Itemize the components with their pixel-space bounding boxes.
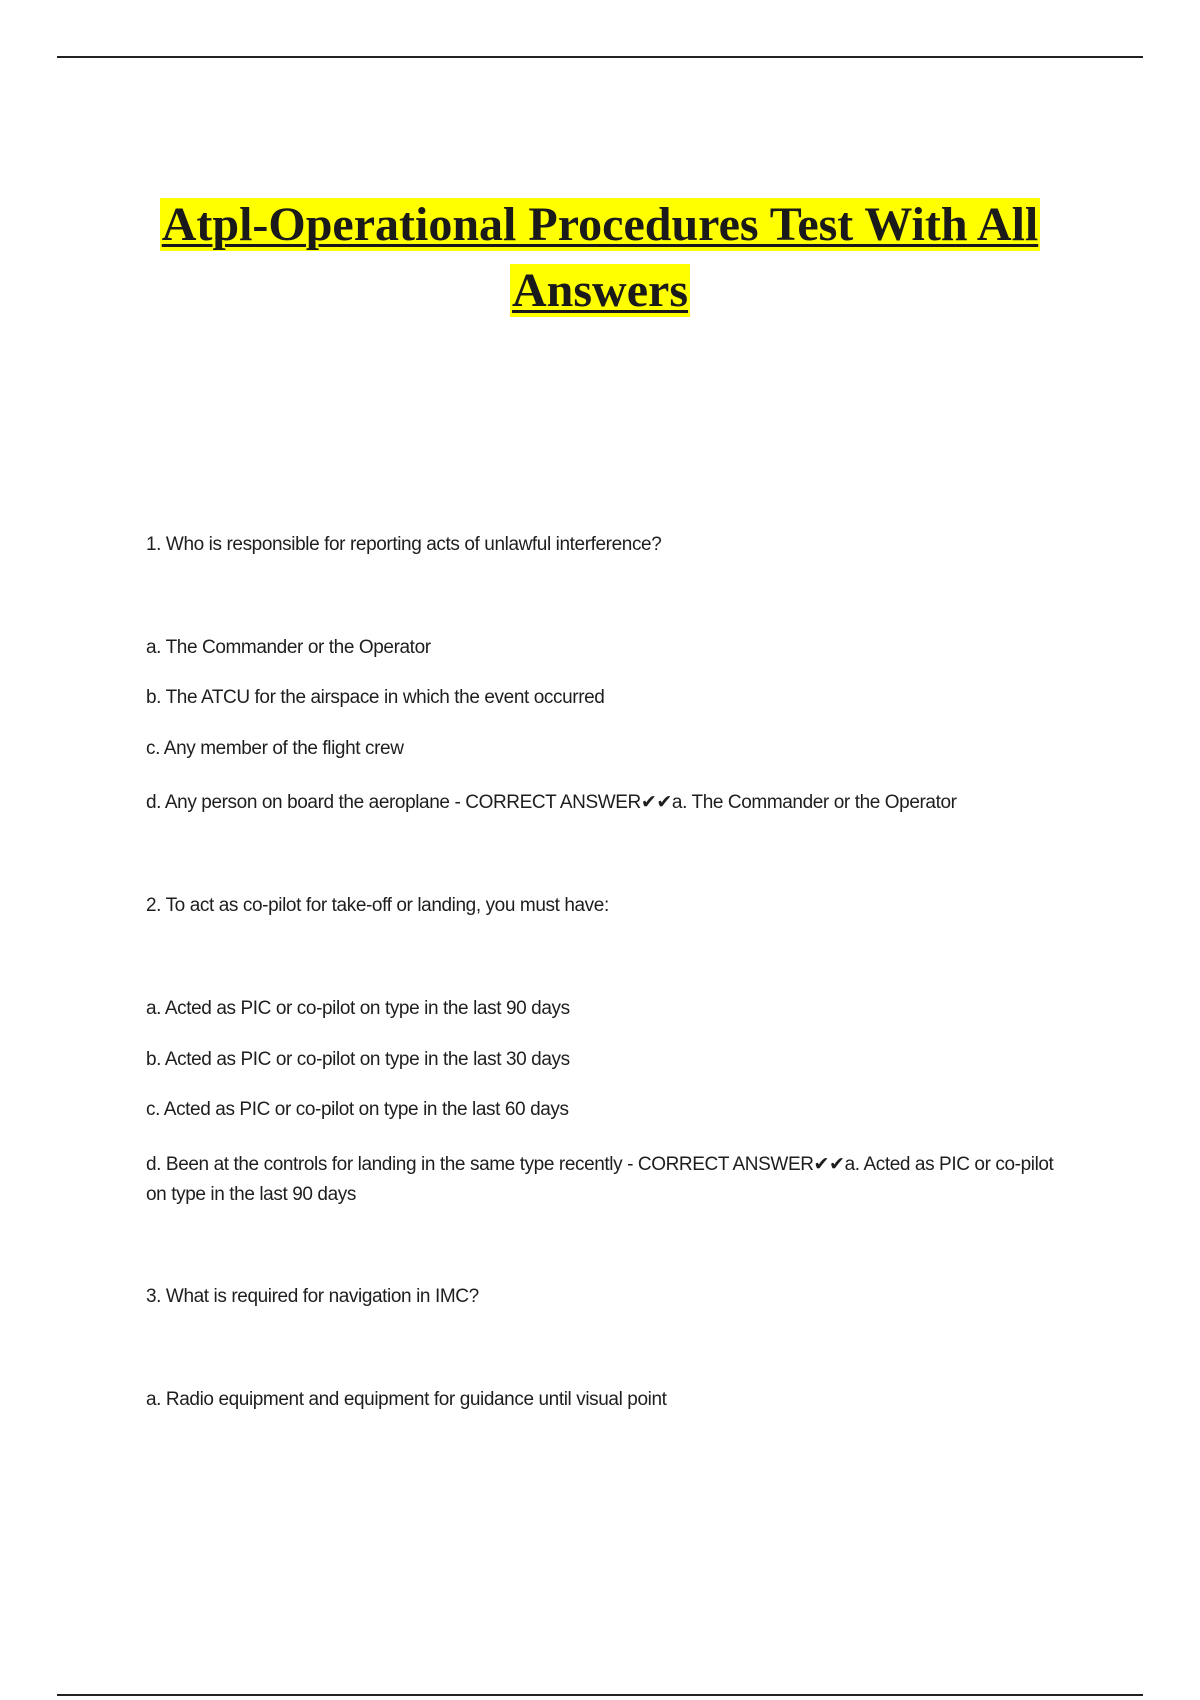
header-rule [57,56,1143,58]
question-1-option-d-answer: d. Any person on board the aeroplane - CORRECT ANSWER✔✔a. The Commander or the Operator [146,792,957,813]
question-2-option-c: c. Acted as PIC or co-pilot on type in the last 60 days [146,1099,569,1120]
document-title-line-2: Answers [512,264,688,317]
question-3-text: 3. What is required for navigation in IMC? [146,1286,479,1307]
footer-rule [57,1694,1143,1696]
document-title-line-1: Atpl-Operational Procedures Test With All [161,198,1039,251]
question-2-option-d-answer: d. Been at the controls for landing in the same type recently - CORRECT ANSWER✔✔a. Acted as PIC or co-pilot on type in the last 90 days [146,1154,1054,1205]
question-2-text: 2. To act as co-pilot for take-off or landing, you must have: [146,895,609,916]
question-3-option-a: a. Radio equipment and equipment for guidance until visual point [146,1389,667,1410]
question-1-text: 1. Who is responsible for reporting acts of unlawful interference? [146,534,662,555]
question-1-option-a: a. The Commander or the Operator [146,637,431,658]
question-2-option-a: a. Acted as PIC or co-pilot on type in the last 90 days [146,998,570,1019]
question-1-option-b: b. The ATCU for the airspace in which the event occurred [146,687,605,708]
question-2-option-b: b. Acted as PIC or co-pilot on type in the last 30 days [146,1049,570,1070]
question-1-option-c: c. Any member of the flight crew [146,738,404,759]
document-title [100,192,1100,324]
